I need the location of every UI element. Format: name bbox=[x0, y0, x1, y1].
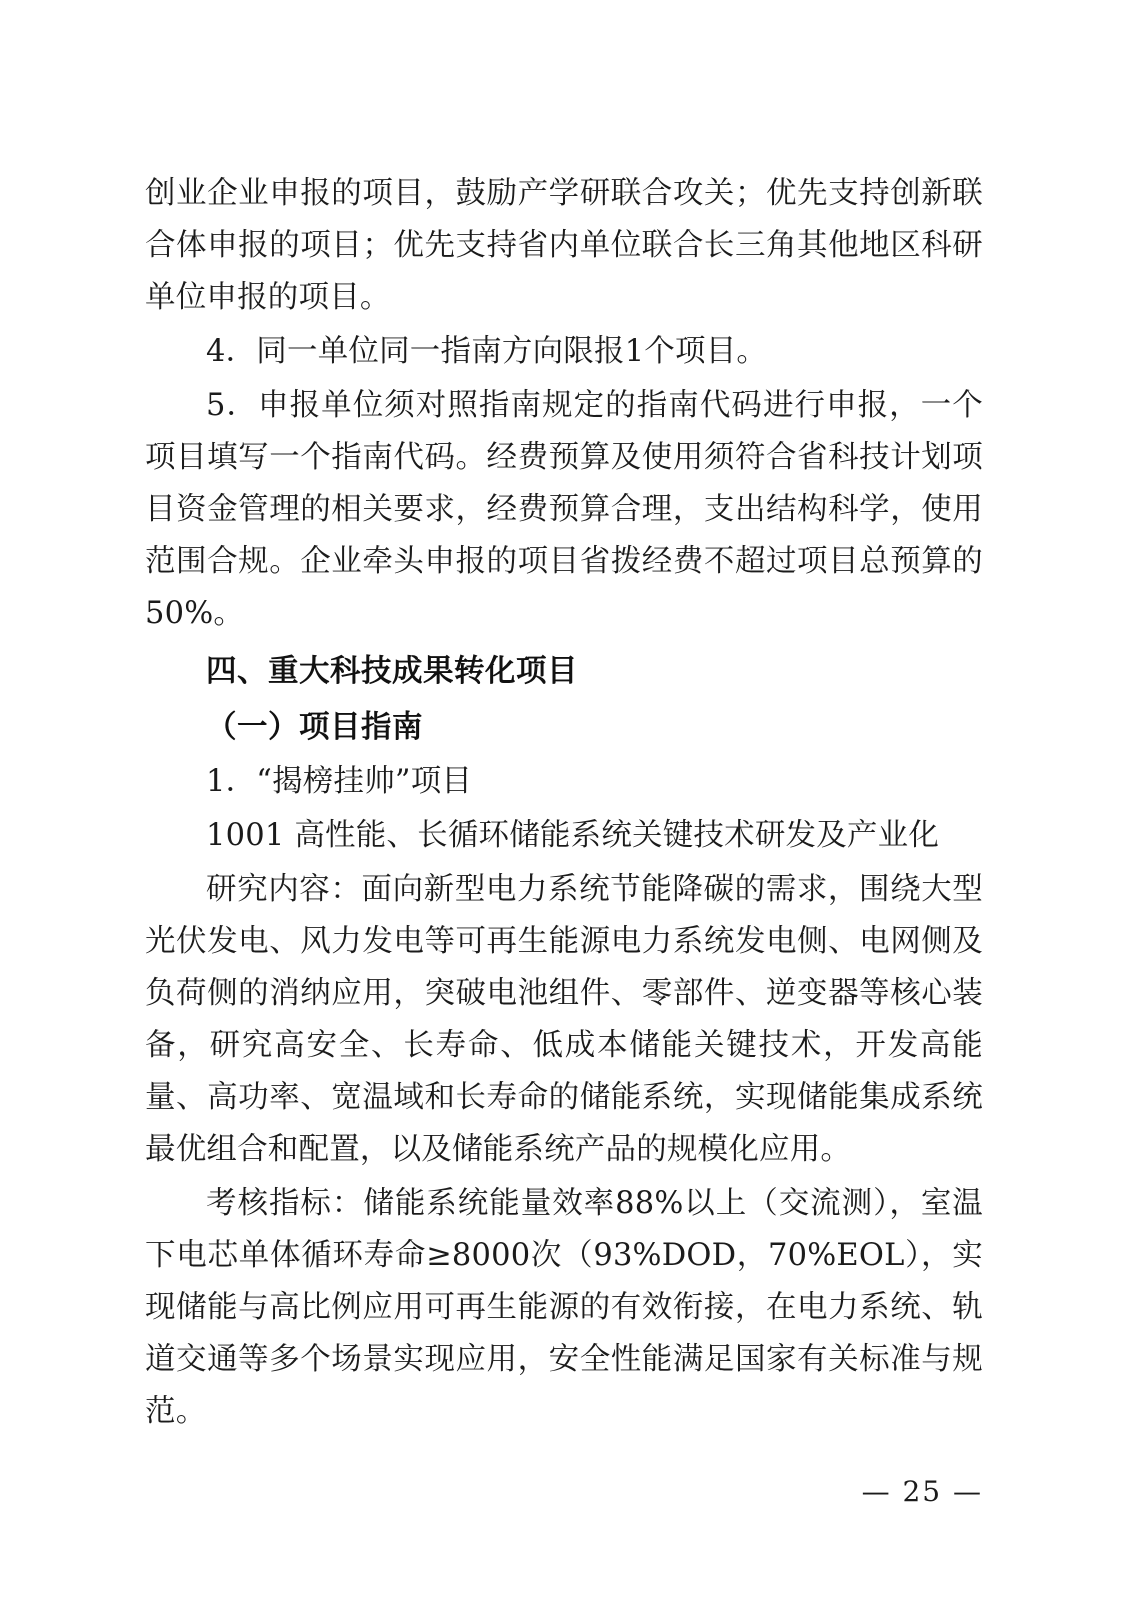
page-number: — 25 — bbox=[861, 1475, 983, 1508]
document-body bbox=[145, 168, 983, 1438]
subsection-heading-project-guide: （一）项目指南 bbox=[206, 710, 423, 745]
list-item-1-title: 1．“揭榜挂帅”项目 bbox=[206, 764, 473, 799]
project-1001-assessment-metrics: 考核指标：储能系统能量效率88%以上（交流测），室温下电芯单体循环寿命≥8000次（93%DOD，70%EOL），实现储能与高比例应用可再生能源的有效衔接，在电力系统、轨道交通等多个场景实现应用，安全性能满足国家有关标准与规范。 bbox=[145, 1186, 983, 1429]
list-item-5: 5．申报单位须对照指南规定的指南代码进行申报，一个项目填写一个指南代码。经费预算及使用须符合省科技计划项目资金管理的相关要求，经费预算合理，支出结构科学，使用范围合规。企业牵头申报的项目省拨经费不超过项目总预算的50%。 bbox=[145, 388, 983, 631]
list-item-4: 4．同一单位同一指南方向限报1个项目。 bbox=[206, 334, 768, 369]
project-1001-title: 1001 高性能、长循环储能系统关键技术研发及产业化 bbox=[206, 818, 940, 853]
project-1001-research-content: 研究内容：面向新型电力系统节能降碳的需求，围绕大型光伏发电、风力发电等可再生能源电力系统发电侧、电网侧及负荷侧的消纳应用，突破电池组件、零部件、逆变器等核心装备，研究高安全、长寿命、低成本储能关键技术，开发高能量、高功率、宽温域和长寿命的储能系统，实现储能集成系统最优组合和配置，以及储能系统产品的规模化应用。 bbox=[145, 872, 983, 1167]
section-heading-four: 四、重大科技成果转化项目 bbox=[206, 654, 578, 689]
paragraph-continuation: 创业企业申报的项目，鼓励产学研联合攻关；优先支持创新联合体申报的项目；优先支持省内单位联合长三角其他地区科研单位申报的项目。 bbox=[145, 176, 983, 315]
